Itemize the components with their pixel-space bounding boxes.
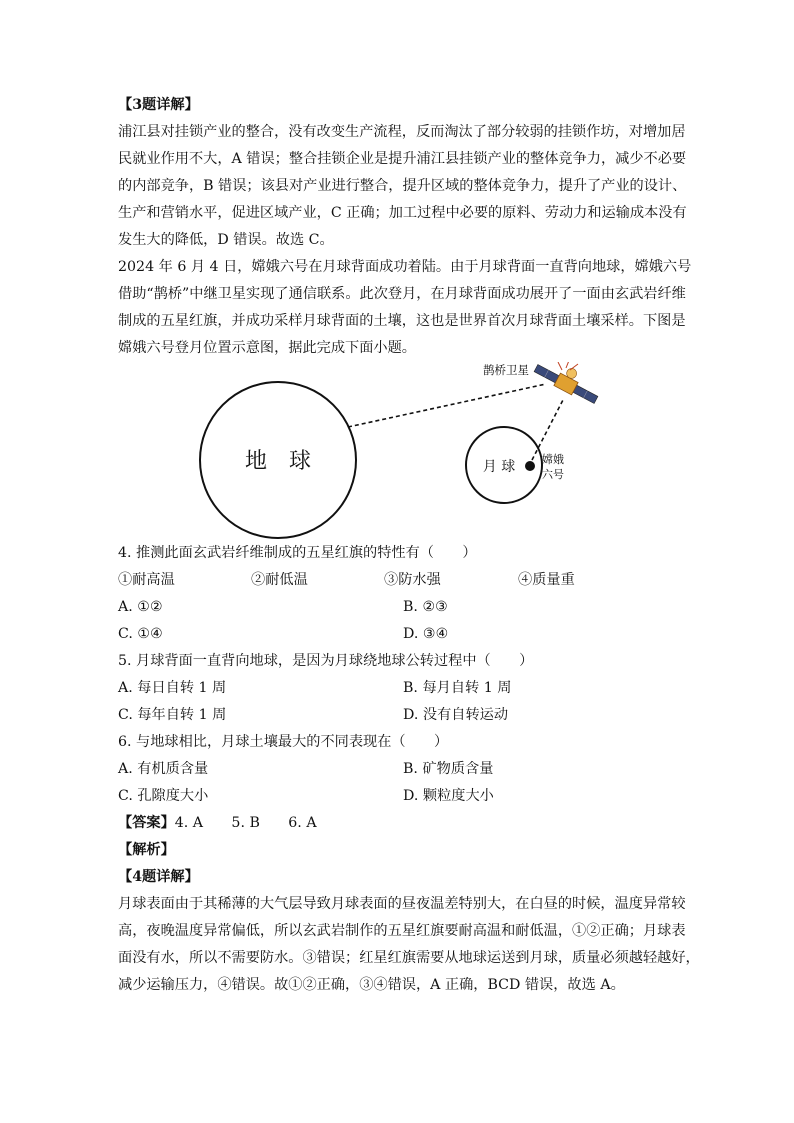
analysis-line: 减少运输压力，④错误。故①②正确，③④错误，A 正确，BCD 错误，故选 A。	[118, 977, 625, 993]
q4-items	[118, 567, 688, 594]
q4-item: ①耐高温	[118, 572, 175, 588]
section3-line: 生产和营销水平，促进区域产业，C 正确；加工过程中必要的原料、劳动力和运输成本没有	[118, 205, 687, 221]
section3-line: 的内部竞争，B 错误；该县对产业进行整合，提升区域的整体竞争力，提升了产业的设计、	[118, 178, 687, 194]
moon-label: 月 球	[482, 459, 516, 475]
lander-satellite-link	[532, 398, 564, 460]
intro-line: 借助“鹊桥”中继卫星实现了通信联系。此次登月，在月球背面成功展开了一面由玄武岩纤维	[118, 286, 686, 302]
q6-stem: 6. 与地球相比，月球土壤最大的不同表现在（ ）	[118, 734, 449, 750]
q4-option-a: A. ①②	[118, 599, 163, 615]
q4-options-row	[118, 621, 688, 648]
moon-landing-diagram	[118, 362, 688, 540]
satellite-label: 鹊桥卫星	[483, 363, 529, 377]
intro-line: 2024 年 6 月 4 日，嫦娥六号在月球背面成功着陆。由于月球背面一直背向地球，嫦娥六号	[118, 259, 692, 275]
satellite-icon	[533, 362, 604, 406]
intro-line: 制成的五星红旗，并成功采样月球背面的土壤，这也是世界首次月球背面土壤采样。下图是	[118, 313, 686, 329]
q6-options-row	[118, 783, 688, 810]
section3-line: 发生大的降低，D 错误。故选 C。	[118, 232, 334, 248]
q6-option-b: B. 矿物质含量	[403, 761, 494, 777]
diagram-svg	[118, 362, 688, 540]
earth-satellite-link	[348, 384, 546, 427]
intro-line: 嫦娥六号登月位置示意图，据此完成下面小题。	[118, 340, 416, 356]
q5-options-row	[118, 702, 688, 729]
q4-options-row	[118, 594, 688, 621]
analysis-line: 面没有水，所以不需要防水。③错误；红星红旗需要从地球运送到月球，质量必须越轻越好，	[118, 950, 700, 966]
q5-option-b: B. 每月自转 1 周	[403, 680, 512, 696]
analysis-heading: 【4题详解】	[118, 869, 199, 885]
section3-line: 浦江县对挂锁产业的整合，没有改变生产流程，反而淘汰了部分较弱的挂锁作坊，对增加居	[118, 124, 686, 140]
q6-option-a: A. 有机质含量	[118, 761, 209, 777]
q4-stem: 4. 推测此面玄武岩纤维制成的五星红旗的特性有（ ）	[118, 545, 477, 561]
q6-option-d: D. 颗粒度大小	[403, 788, 494, 804]
document-page	[118, 92, 700, 999]
q5-option-c: C. 每年自转 1 周	[118, 707, 227, 723]
lander-label-2: 六号	[542, 468, 564, 481]
analysis-line: 高，夜晚温度异常偏低，所以玄武岩制作的五星红旗要耐高温和耐低温，①②正确；月球表	[118, 923, 686, 939]
lander-dot	[525, 461, 535, 471]
q6-option-c: C. 孔隙度大小	[118, 788, 209, 804]
q5-stem: 5. 月球背面一直背向地球，是因为月球绕地球公转过程中（ ）	[118, 653, 534, 669]
answer-line	[118, 810, 688, 837]
q4-item: ②耐低温	[251, 572, 308, 588]
q5-option-d: D. 没有自转运动	[403, 707, 509, 723]
earth-label: 地 球	[244, 449, 312, 474]
q4-option-b: B. ②③	[403, 599, 448, 615]
q4-option-d: D. ③④	[403, 626, 449, 642]
q5-option-a: A. 每日自转 1 周	[118, 680, 227, 696]
analysis-label: 【解析】	[118, 842, 175, 858]
q4-item: ③防水强	[384, 572, 441, 588]
section3-heading: 【3题详解】	[118, 97, 199, 113]
q4-item: ④质量重	[518, 572, 575, 588]
q4-option-c: C. ①④	[118, 626, 163, 642]
analysis-line: 月球表面由于其稀薄的大气层导致月球表面的昼夜温差特别大，在白昼的时候，温度异常较	[118, 896, 686, 912]
lander-label-1: 嫦娥	[542, 453, 564, 466]
section3-line: 民就业作用不大，A 错误；整合挂锁企业是提升浦江县挂锁产业的整体竞争力，减少不必要	[118, 151, 687, 167]
q6-options-row	[118, 756, 688, 783]
answer-text: 4. A 5. B 6. A	[174, 815, 317, 831]
q5-options-row	[118, 675, 688, 702]
answer-label: 【答案】	[118, 815, 175, 831]
